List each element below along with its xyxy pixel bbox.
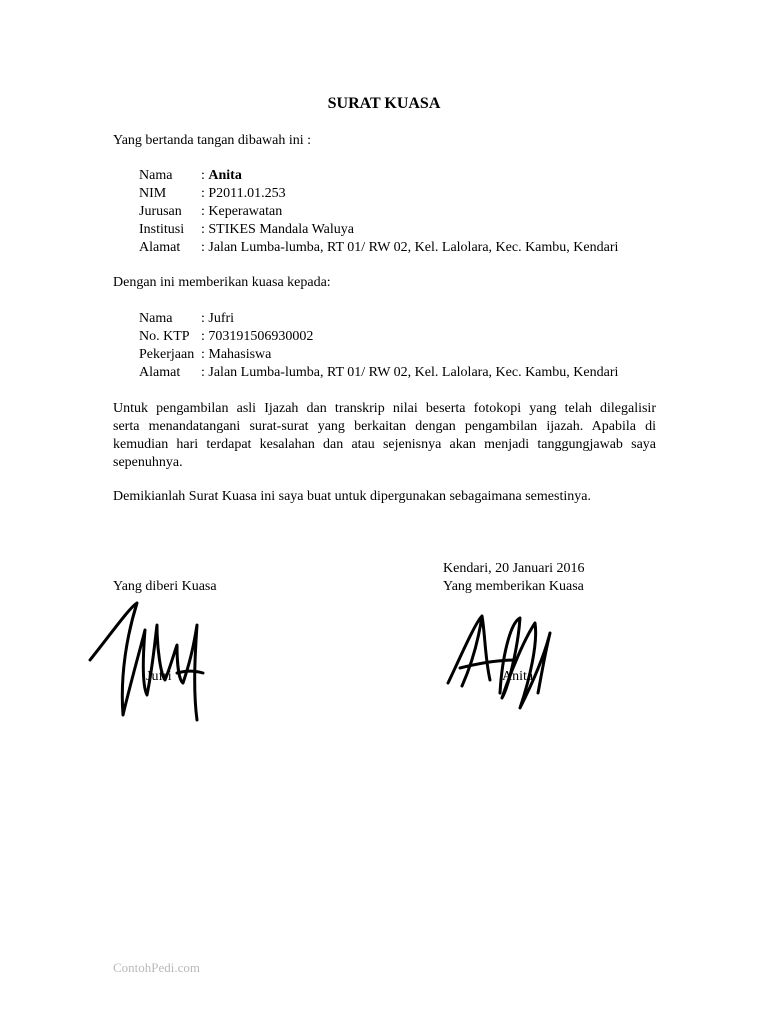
purpose-line: Untuk pengambilan asli Ijazah dan transkrip nilai beserta fotokopi yang telah dilegalisir bbox=[113, 401, 656, 416]
field-value bbox=[201, 203, 282, 221]
left-signature bbox=[85, 595, 225, 725]
separator: : bbox=[201, 204, 205, 219]
separator: : bbox=[201, 365, 205, 380]
place-date: Kendari, 20 Januari 2016 bbox=[443, 561, 585, 576]
grantor-name: Anita bbox=[208, 168, 242, 183]
purpose-paragraph bbox=[113, 400, 656, 472]
field-value bbox=[201, 239, 618, 257]
grantee-name: Jufri bbox=[208, 311, 235, 326]
grantee-pekerjaan: Mahasiswa bbox=[208, 347, 272, 362]
field-value bbox=[201, 364, 618, 382]
grantor-institusi: STIKES Mandala Waluya bbox=[208, 222, 354, 237]
grantor-alamat: Jalan Lumba-lumba, RT 01/ RW 02, Kel. Lalolara, Kec. Kambu, Kendari bbox=[208, 240, 619, 255]
separator: : bbox=[201, 347, 205, 362]
footer-watermark: ContohPedi.com bbox=[113, 960, 201, 975]
separator: : bbox=[201, 240, 205, 255]
purpose-line: sepenuhnya. bbox=[113, 455, 183, 470]
field-label: Nama bbox=[139, 311, 173, 326]
grantor-jurusan: Keperawatan bbox=[208, 204, 283, 219]
field-value bbox=[201, 310, 234, 328]
closing-text: Demikianlah Surat Kuasa ini saya buat untuk dipergunakan sebagaimana semestinya. bbox=[113, 489, 591, 504]
field-label: Institusi bbox=[139, 222, 185, 237]
separator: : bbox=[201, 311, 205, 326]
purpose-line: kemudian hari terdapat kesalahan dan atau sejenisnya akan menjadi tanggungjawab saya bbox=[113, 437, 656, 452]
right-signer-name: Anita bbox=[502, 669, 534, 684]
left-signer-name: Jufri bbox=[146, 669, 172, 684]
grantor-nim: P2011.01.253 bbox=[208, 186, 286, 201]
separator: : bbox=[201, 186, 205, 201]
field-label: Jurusan bbox=[139, 204, 182, 219]
separator: : bbox=[201, 168, 205, 183]
document-title: SURAT KUASA bbox=[327, 95, 441, 112]
field-value bbox=[201, 185, 286, 203]
right-signature bbox=[440, 598, 570, 728]
left-signer-role: Yang diberi Kuasa bbox=[113, 579, 217, 594]
purpose-line: serta menandatangani surat-surat yang berkaitan dengan pengambilan ijazah. Apabila di bbox=[113, 419, 656, 434]
grantee-alamat: Jalan Lumba-lumba, RT 01/ RW 02, Kel. Lalolara, Kec. Kambu, Kendari bbox=[208, 365, 619, 380]
field-value bbox=[201, 328, 313, 346]
grant-text: Dengan ini memberikan kuasa kepada: bbox=[113, 275, 331, 290]
grantee-ktp: 703191506930002 bbox=[208, 329, 314, 344]
field-label: Pekerjaan bbox=[139, 347, 195, 362]
separator: : bbox=[201, 222, 205, 237]
right-signer-role: Yang memberikan Kuasa bbox=[443, 579, 584, 594]
field-value bbox=[201, 346, 271, 364]
separator: : bbox=[201, 329, 205, 344]
field-label: NIM bbox=[139, 186, 167, 201]
field-label: Alamat bbox=[139, 365, 181, 380]
field-label: No. KTP bbox=[139, 329, 190, 344]
field-label: Alamat bbox=[139, 240, 181, 255]
field-value bbox=[201, 221, 354, 239]
intro-text: Yang bertanda tangan dibawah ini : bbox=[113, 133, 312, 148]
field-label: Nama bbox=[139, 168, 173, 183]
field-value bbox=[201, 167, 242, 185]
